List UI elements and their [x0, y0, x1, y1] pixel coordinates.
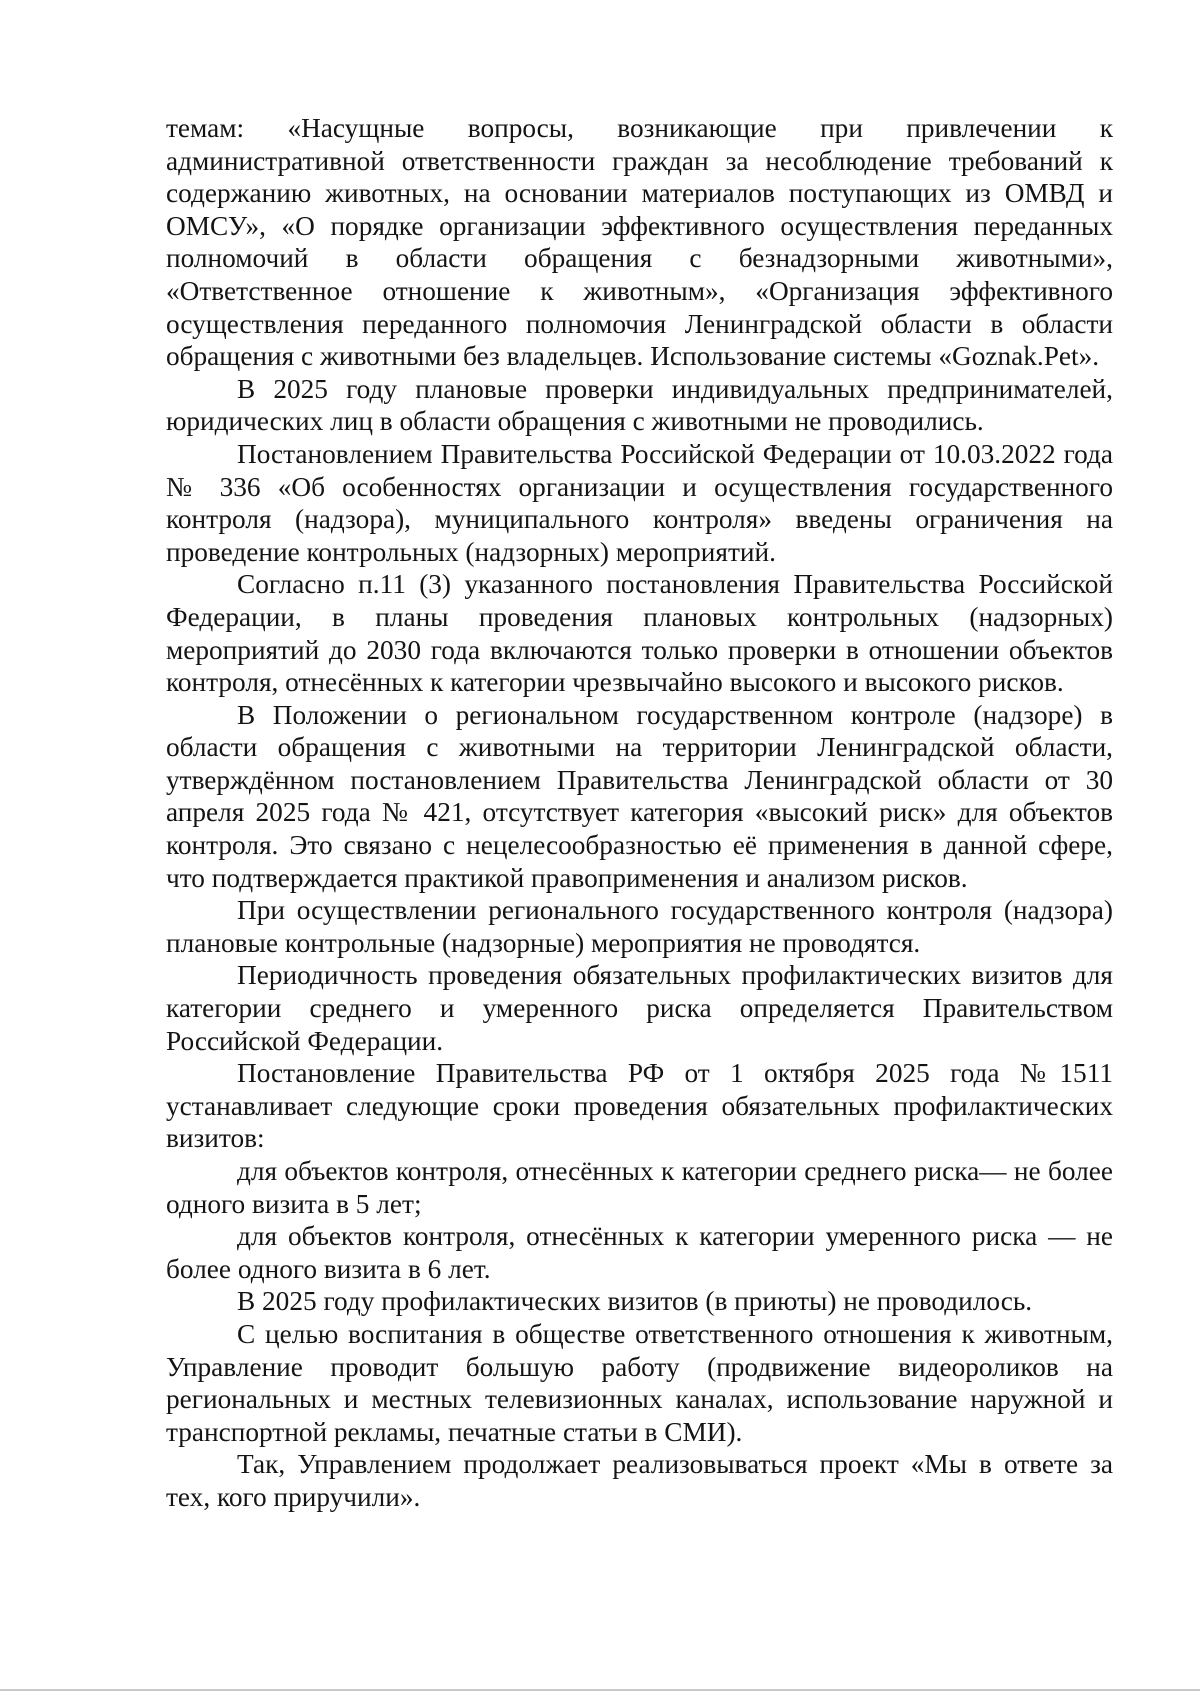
- scan-edge-line: [0, 1689, 1200, 1691]
- paragraph-4: Согласно п.11 (3) указанного постановления Правительства Российской Федерации, в планы проведения плановых контрольных (надзорных) мероприятий до 2030 года включаются только проверки в отношении объектов контроля, отнесённых к категории чрезвычайно высокого и высокого рисков.: [166, 569, 1113, 698]
- paragraph-3: Постановлением Правительства Российской Федерации от 10.03.2022 года № 336 «Об особенностях организации и осуществления государственного контроля (надзора), муниципального контроля» введены ограничения на проведение контрольных (надзорных) мероприятий.: [166, 438, 1113, 567]
- paragraph-5: В Положении о региональном государственном контроле (надзоре) в области обращения с животными на территории Ленинградской области, утверждённом постановлением Правительства Ленинградской области от 30 апреля 2025 года № 421, отсутствует категория «высокий риск» для объектов контроля. Это связано с нецелесообразностью её применения в данной сфере, что подтверждается практикой правоприменения и анализом рисков.: [166, 699, 1113, 893]
- paragraph-10: для объектов контроля, отнесённых к категории умеренного риска — не более одного визита в 6 лет.: [166, 1221, 1113, 1284]
- document-body: [166, 112, 1113, 1514]
- paragraph-13: Так, Управлением продолжает реализовываться проект «Мы в ответе за тех, кого приручили».: [166, 1449, 1113, 1512]
- paragraph-8: Постановление Правительства РФ от 1 октября 2025 года №1511 устанавливает следующие сроки проведения обязательных профилактических визитов:: [166, 1058, 1113, 1154]
- paragraph-1: темам: «Насущные вопросы, возникающие при привлечении к административной ответственности граждан за несоблюдение требований к содержанию животных, на основании материалов поступающих из ОМВД и ОМСУ», «О порядке организации эффективного осуществления переданных полномочий в области обращения с безнадзорными животными», «Ответственное отношение к животным», «Организация эффективного осуществления переданного полномочия Ленинградской области в области обращения с животными без владельцев. Использование системы «Goznak.Pet».: [166, 113, 1113, 372]
- paragraph-9: для объектов контроля, отнесённых к категории среднего риска— не более одного визита в 5 лет;: [166, 1156, 1113, 1219]
- paragraph-12: С целью воспитания в обществе ответственного отношения к животным, Управление проводит большую работу (продвижение видеороликов на региональных и местных телевизионных каналах, использование наружной и транспортной рекламы, печатные статьи в СМИ).: [166, 1318, 1113, 1447]
- paragraph-6: При осуществлении регионального государственного контроля (надзора) плановые контрольные (надзорные) мероприятия не проводятся.: [166, 895, 1113, 958]
- paragraph-2: В 2025 году плановые проверки индивидуальных предпринимателей, юридических лиц в области обращения с животными не проводились.: [166, 373, 1113, 437]
- paragraph-11: В 2025 году профилактических визитов (в приюты) не проводилось.: [237, 1286, 1033, 1317]
- paragraph-7: Периодичность проведения обязательных профилактических визитов для категории среднего и умеренного риска определяется Правительством Российской Федерации.: [166, 960, 1113, 1056]
